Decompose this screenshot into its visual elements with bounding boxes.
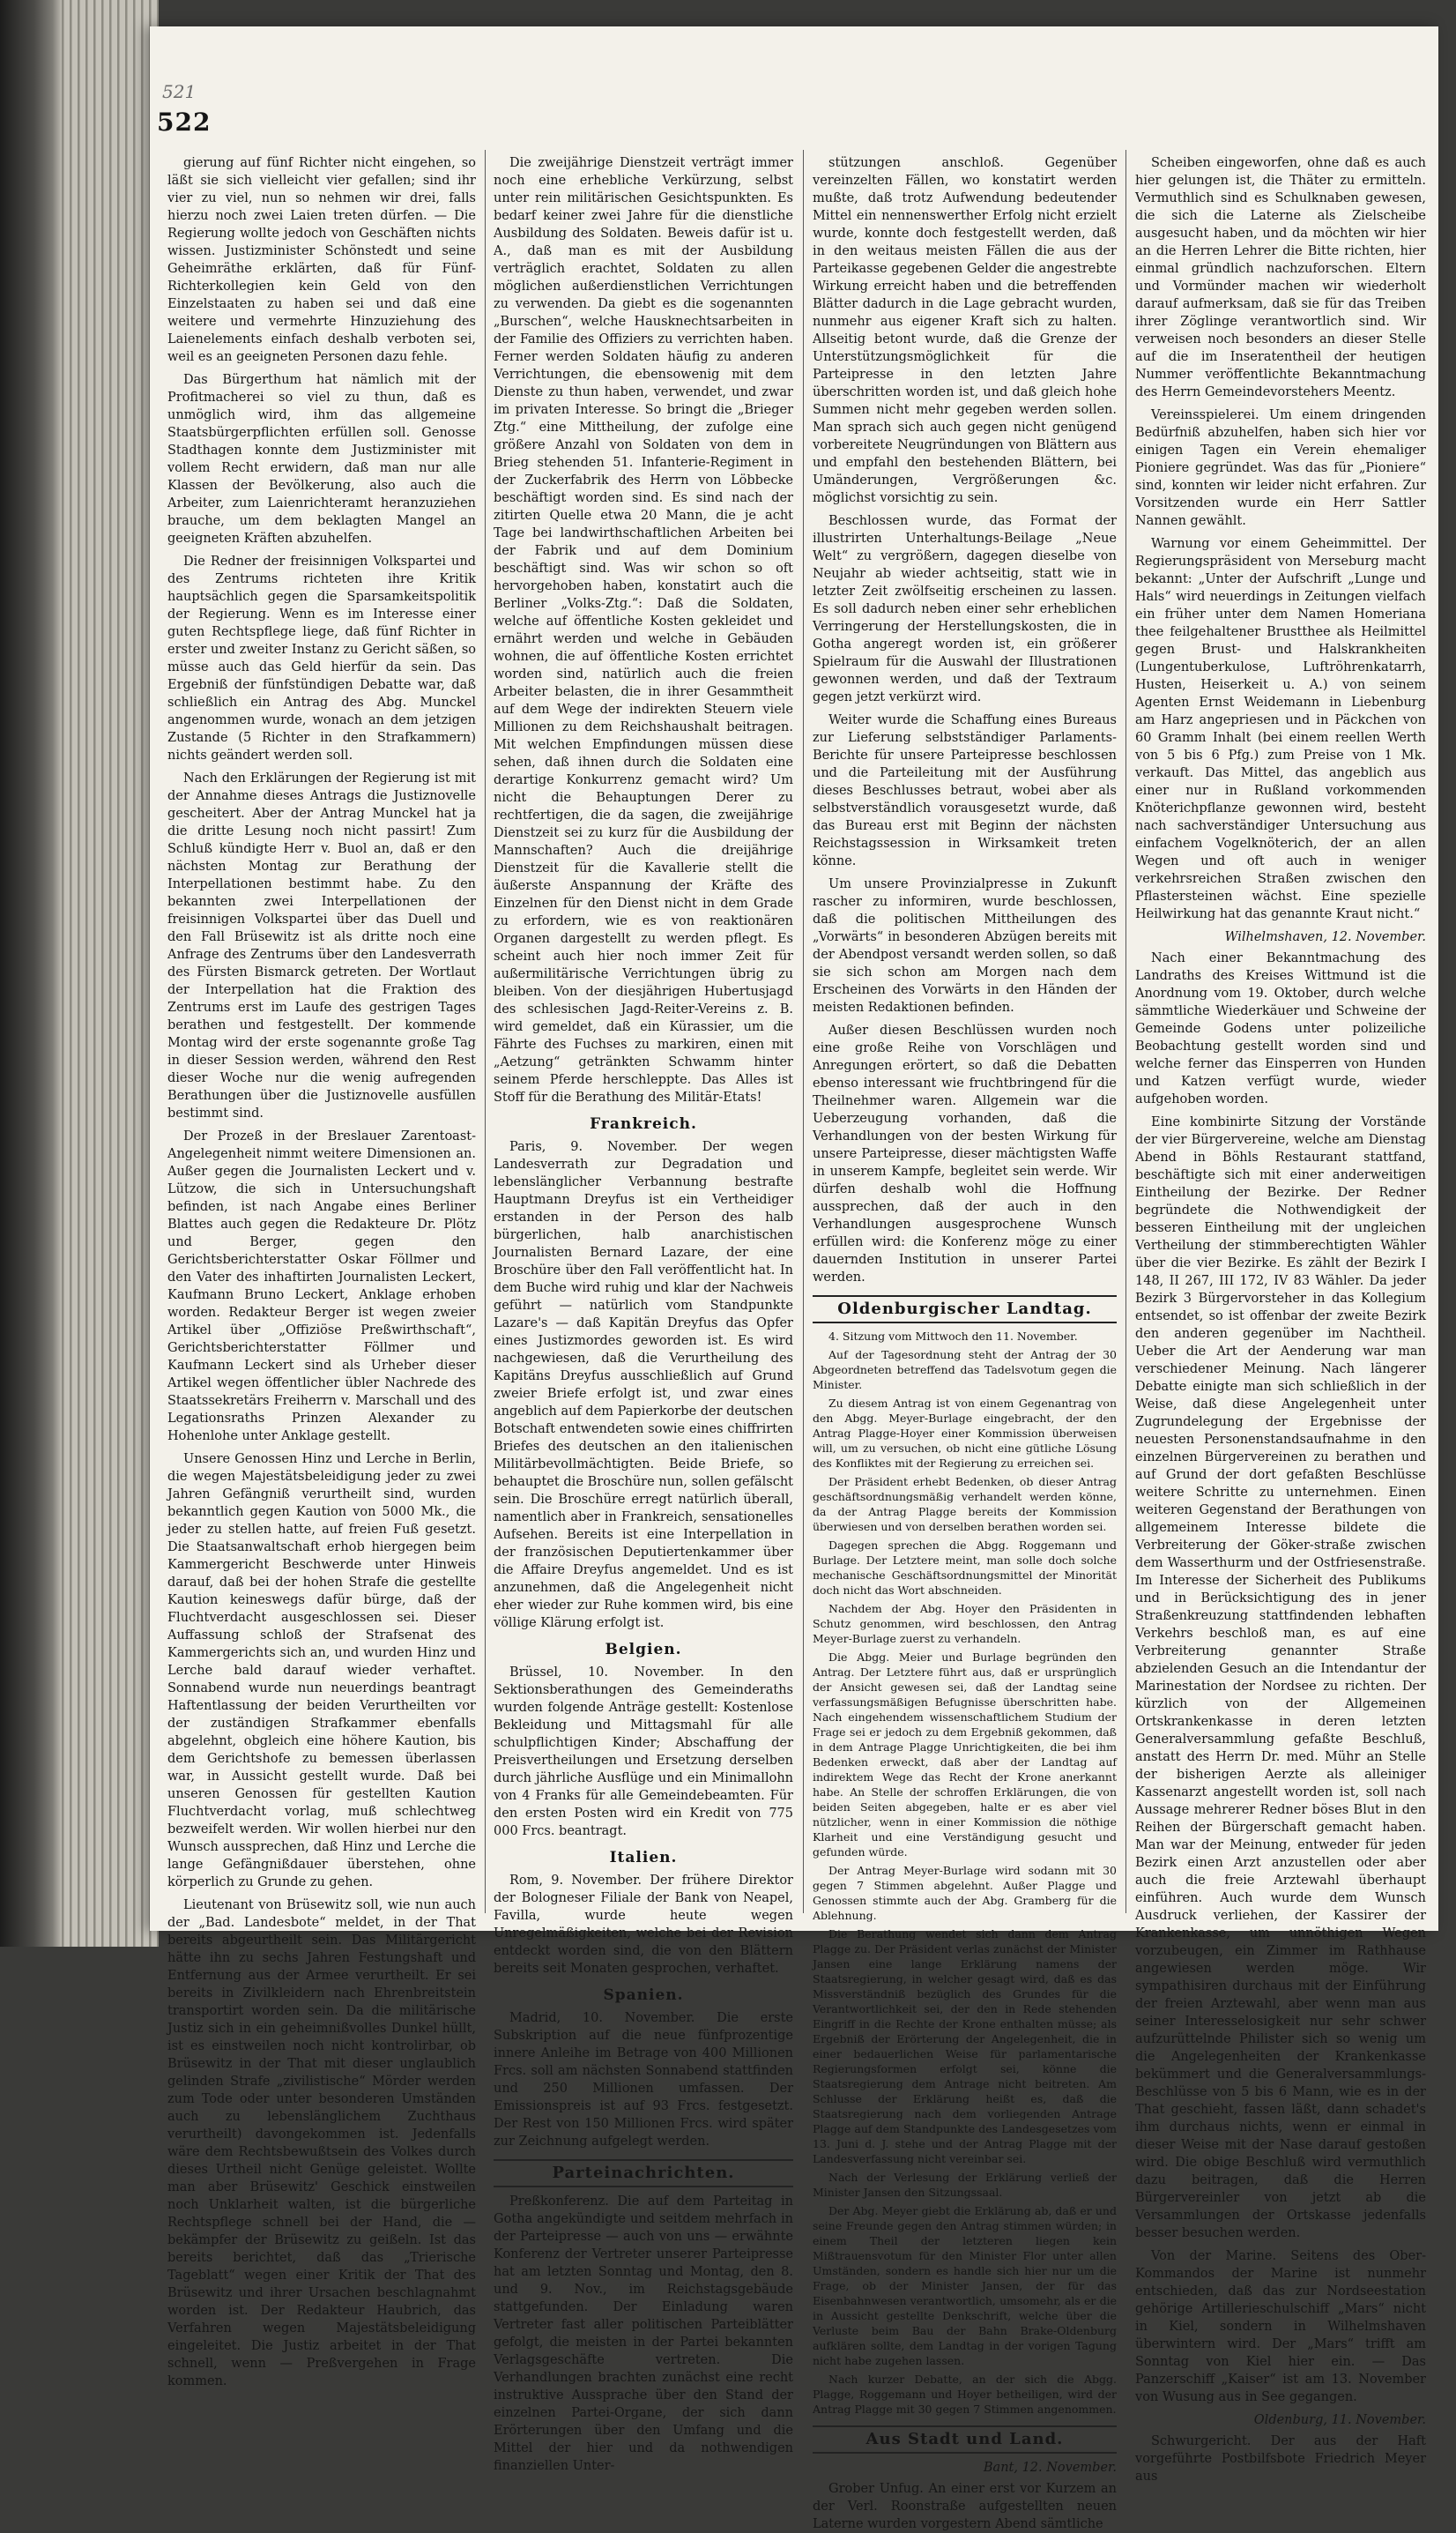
paragraph: Von der Marine. Seitens des Ober-Kommandos der Marine ist nunmehr entschieden, daß das zur Nordseestation gehörige Artillerieschulschiff „Mars“ nicht in Kiel, sondern in Wilhelmshaven überwintern wird. Der „Mars“ trifft am Sonntag von Kiel hier ein. — Das Panzerschiff „Kaiser“ ist am 13. November von Wusung aus in See gegangen. — [1135, 2249, 1426, 2404]
paragraph: Beschlossen wurde, das Format der illustrirten Unterhaltungs-Beilage „Neue Welt“ zu vergrößern, dagegen dieselbe von Neujahr ab wieder achtseitig, statt wie in letzter Zeit zwölfseitig erscheinen zu lassen. Es soll dadurch neben einer sehr erheblichen Verringerung der Herstellungskosten, die in Gotha angeregt worden ist, ein größerer Spielraum für die Auswahl der Illustrationen gewonnen werden, und daß der Textraum gegen jetzt verkürzt wird. — [813, 514, 1117, 704]
paragraph: Der Präsident erhebt Bedenken, ob dieser Antrag geschäftsordnungsmäßig verhandelt werden könne, da der Antrag Plagge bereits der Kommission überwiesen und von derselben berathen worden sei. — [813, 1475, 1117, 1533]
paragraph: Das Bürgerthum hat nämlich mit der Profitmacherei so viel zu thun, daß es unmöglich wird, ihm das allgemeine Staatsbürgerpflichten erfüllen soll. Genosse Stadthagen konnte dem Justizminister mit vollem Recht erwidern, daß man nur alle Klassen der Bevölkerung, also auch die Arbeiter, zum Laienrichteramt heranzuziehen brauche, um dem beklagten Mangel an geeigneten Kräften abzuhelfen. — [167, 373, 476, 546]
paragraph: Die Abgg. Meier und Burlage begründen den Antrag. Der Letztere führt aus, daß er ursprünglich der Ansicht gewesen sei, daß der Landtag seine verfassungsmäßigen Befugnisse überschritten habe. Nach eingehendem wissenschaftlichem Studium der Frage sei er jedoch zu dem Ergebniß gekommen, daß in dem Antrage Plagge Unrichtigkeiten, die bei ihm Bedenken erweckt, daß aber der Landtag auf indirektem Wege das Recht der Krone anerkannt habe. An Stelle der schroffen Erklärungen, die von beiden Seiten abgegeben, halte er es aber viel nützlicher, wenn in einer Kommission die nöthige Klarheit und eine Verständigung gesucht und gefunden würde. — [813, 1650, 1117, 1859]
book-binding — [0, 0, 62, 1947]
paragraph: Außer diesen Beschlüssen wurden noch eine große Reihe von Vorschlägen und Anregungen erörtert, so daß die Debatten ebenso interessant wie fruchtbringend für die Theilnehmer waren. Allgemein war die Ueberzeugung vorhanden, daß die Verhandlungen von der besten Wirkung für unsere Parteipresse, dieser mächtigsten Waffe in unserem Kampfe, begleitet sein werde. Wir dürfen deshalb wohl die Hoffnung aussprechen, daß der auch in den Verhandlungen ausgesprochene Wunsch erfüllen wird: die Konferenz möge zu einer dauernden Institution in unserer Partei werden. — [813, 1024, 1117, 1285]
landtag-report — [813, 1329, 1117, 2417]
paragraph: Warnung vor einem Geheimmittel. Der Regierungspräsident von Merseburg macht bekannt: „Unter der Aufschrift „Lunge und Hals“ wird neuerdings in Zeitungen vielfach ein früher unter dem Namen Homeriana thee feilgehaltener Brustthee als Heilmittel gegen Brust- und Halskrankheiten (Lungentuberkulose, Luftröhrenkatarrh, Husten, Heiserkeit u. A.) von seinem Agenten Ernst Weidemann in Liebenburg am Harz angepriesen und in Päckchen von 60 Gramm Inhalt (bei einem reellen Werth von 5 bis 6 Pfg.) zum Preise von 1 Mk. verkauft. Das Mittel, das angeblich aus einer nur in Rußland vorkommenden Knöterichpflanze gewonnen wird, besteht nach sachverständiger Untersuchung aus einfachem Vogelknöterich, der an allen Wegen und oft auch in weniger verkehrsreichen Straßen zwischen den Pflastersteinen wächst. Eine spezielle Heilwirkung hat das genannte Kraut nicht.“ — [1135, 537, 1426, 921]
paragraph: Der Abg. Meyer giebt die Erklärung ab, daß er und seine Freunde gegen den Antrag stimmen würden; in einem Theil der letzteren liegen kein Mißtrauensvotum für den Minister Flor unter allen Umständen, sondern es handle sich hier nur um die Frage, ob der Minister Jansen, der für das Eisenbahnwesen verantwortlich, umsomehr, als er die in Aussicht gestellte Denkschrift, welche über die Verluste beim Bau der Bahn Brake-Oldenburg aufklären sollte, dem Landtag in der vorigen Tagung nicht habe zugehen lassen. — [813, 2204, 1117, 2367]
dateline: Bant, 12. November. — [983, 2461, 1117, 2475]
paragraph: Die zweijährige Dienstzeit verträgt immer noch eine erhebliche Verkürzung, selbst unter rein militärischen Gesichtspunkten. Es bedarf keiner zwei Jahre für die dienstliche Ausbildung des Soldaten. Beweis dafür ist u. A., daß man es mit der Ausbildung verträglich erachtet, Soldaten zu allen möglichen außerdienstlichen Verrichtungen zu verwenden. Da giebt es die sogenannten „Burschen“, welche Hausknechtsarbeiten in der Familie des Offiziers zu verrichten haben. Ferner werden Soldaten häufig zu anderen Verrichtungen, die ebensowenig mit dem Dienste zu thun haben, verwendet, und zwar im privaten Interesse. So bringt die „Brieger Ztg.“ eine Mittheilung, der zufolge eine größere Anzahl von Soldaten von dem in Brieg stehenden 51. Infanterie-Regiment in der Zuckerfabrik des Herrn von Löbbecke beschäftigt worden sind. Es sind nach der zitirten Quelle etwa 20 Mann, die je acht Tage bei landwirthschaftlichen Arbeiten bei der Fabrik und auf dem Dominium beschäftigt sind. Was wir schon so oft hervorgehoben haben, konstatirt auch die Berliner „Volks-Ztg.“: Daß die Soldaten, welche auf öffentliche Kosten gekleidet und ernährt werden und welche in Gebäuden wohnen, die auf öffentliche Kosten errichtet worden sind, natürlich auch die freien Arbeiter belasten, die in ihrer Gesammtheit auf dem Wege der indirekten Steuern viele Millionen zu dem Reichshaushalt beitragen. Mit welchen Empfindungen müssen diese sehen, daß ihnen durch die Soldaten eine derartige Konkurrenz gemacht wird? Um nicht die Behauptungen Derer zu rechtfertigen, die da sagen, die zweijährige Dienstzeit sei zu kurz für die Ausbildung der Mannschaften? Auch die dreijährige Dienstzeit für die Kavallerie stellt die äußerste Anspannung der Kräfte des Einzelnen für den Dienst nicht in dem Grade zu erfordern, wie es von reaktionären Organen dargestellt zu werden pflegt. Es scheint auch hier noch immer Zeit für außermilitärische Verrichtungen übrig zu bleiben. Von der diesjährigen Hubertusjagd des schlesischen Jagd-Reiter-Vereins z. B. wird gemeldet, daß ein Kürassier, um die Fährte des Fuchses zu markiren, einen mit „Aetzung“ getränkten Schwamm hinter seinem Pferde herschleppte. Das Alles ist Stoff für die Berathung des Militär-Etats! — [494, 156, 793, 1105]
paragraph: Der Antrag Meyer-Burlage wird sodann mit 30 gegen 7 Stimmen abgelehnt. Außer Plagge und Genossen stimmte auch der Abg. Gramberg für die Ablehnung. — [813, 1864, 1117, 1922]
column-rule — [803, 150, 804, 1913]
section-heading-parteinachrichten: Parteinachrichten. — [494, 2159, 793, 2187]
column-3 — [813, 154, 1117, 2531]
paragraph: Nach der Verlesung der Erklärung verließ der Minister Jansen den Sitzungssaal. — [813, 2171, 1117, 2199]
paragraph: Die Redner der freisinnigen Volkspartei und des Zentrums richteten ihre Kritik hauptsächlich gegen die Sparsamkeitspolitik der Regierung. Wenn es im Interesse einer guten Rechtspflege liege, daß fünf Richter in erster und zweiter Instanz zu Gericht säßen, so müsse auch das Geld hierfür da sein. Das Ergebniß der fünfstündigen Debatte war, daß schließlich ein Antrag des Abg. Munckel angenommen wurde, wonach an dem jetzigen Zustande (5 Richter in den Strafkammern) nichts geändert werden soll. — [167, 555, 476, 763]
section-heading-italien: Italien. — [609, 1849, 678, 1866]
section-heading-frankreich: Frankreich. — [590, 1115, 697, 1133]
column-1 — [167, 154, 476, 2388]
paragraph: Nachdem der Abg. Hoyer den Präsidenten in Schutz genommen, wird beschlossen, den Antrag Meyer-Burlage zuerst zu verhandeln. — [813, 1602, 1117, 1645]
page-edges — [62, 0, 159, 1947]
dateline: Wilhelmshaven, 12. November. — [1224, 930, 1426, 944]
paragraph: 4. Sitzung vom Mittwoch den 11. November. — [828, 1330, 1078, 1343]
dateline: Oldenburg, 11. November. — [1253, 2413, 1426, 2427]
paragraph: Weiter wurde die Schaffung eines Bureaus zur Lieferung selbstständiger Parlaments-Berichte für unsere Parteipresse beschlossen und die Parteileitung mit der Ausführung dieses Beschlusses betraut, wobei aber als selbstverständlich vorausgesetzt wurde, daß das Bureau erst mit Beginn der nächsten Reichstagssession in Wirksamkeit treten könne. — [813, 713, 1117, 868]
paragraph: Nach einer Bekanntmachung des Landraths des Kreises Wittmund ist die Anordnung vom 19. Oktober, durch welche sämmtliche Wiederkäuer und Schweine der Gemeinde Godens unter polizeiliche Beobachtung gestellt worden sind und welche ferner das Einsperren von Hunden und Katzen verfügt wurde, wieder aufgehoben worden. — [1135, 951, 1426, 1106]
column-rule — [485, 150, 486, 1913]
paragraph: Preßkonferenz. Die auf dem Parteitag in Gotha angekündigte und seitdem mehrfach in der Parteipresse — auch von uns — erwähnte Konferenz der Vertreter unserer Parteipresse hat am letzten Sonntag und Montag, den 8. und 9. Nov., im Reichstagsgebäude stattgefunden. Der Einladung waren Vertreter fast aller politischen Parteiblätter gefolgt, die meisten in der Partei bekannten Verlagsgeschäfte vertreten. Die Verhandlungen brachten zunächst eine recht instruktive Aussprache über den Stand der einzelnen Partei-Organe, der sich dann Erörterungen über den Umfang und die Mittel der hier und da nothwendigen finanziellen Unter- — [494, 2194, 793, 2473]
section-heading-belgien: Belgien. — [605, 1641, 682, 1658]
paragraph: Brüssel, 10. November. In den Sektionsberathungen des Gemeinderaths wurden folgende Anträge gestellt: Kostenlose Bekleidung und Mittagsmahl für alle schulpflichtigen Kinder; Abschaffung der Preisvertheilungen und Ersetzung derselben durch jährliche Ausflüge und ein Minimallohn von 4 Franks für alle Gemeindebeamten. Für den ersten Posten wird ein Kredit von 775 000 Frcs. beantragt. — [494, 1665, 793, 1838]
pencil-mark: 521 — [162, 81, 197, 102]
paragraph: Eine kombinirte Sitzung der Vorstände der vier Bürgervereine, welche am Dienstag Abend in Böhls Restaurant stattfand, beschäftigte sich mit einer anderweitigen Eintheilung der Bezirke. Der Redner begründete die Nothwendigkeit der besseren Eintheilung mit der ungleichen Vertheilung der stimmberechtigten Wähler über die vier Bezirke. Es zählt der Bezirk I 148, II 267, III 172, IV 83 Wähler. Da jeder Bezirk 3 Bürgervorsteher in das Kollegium entsendet, so ist offenbar der zweite Bezirk den anderen gegenüber im Nachtheil. Ueber die Art der Aenderung war man verschiedener Meinung. Nach längerer Debatte einigte man sich schließlich in der Weise, daß diese Angelegenheit unter Zugrundelegung der Ergebnisse der neuesten Personenstandsaufnahme in den einzelnen Bürgervereinen zu berathen und auf Grund der dort gefaßten Beschlüsse weitere Schritte zu unternehmen. Einen weiteren Gegenstand der Berathungen von allgemeinem Interesse bildete die Verbreiterung der Göker-straße zwischen dem Wasserthurm und der Ostfriesenstraße. Im Interesse der Sicherheit des Publikums und in Berücksichtigung des in jener Straßenkreuzung stattfindenden lebhaften Verkehrs beschloß man, es auf eine Verbreiterung genannter Straße abzielenden Gesuch an die Intendantur der Marinestation der Nordsee zu richten. Der kürzlich von der Allgemeinen Ortskrankenkasse in deren letzten Generalversammlung gefaßte Beschluß, anstatt des Herrn Dr. med. Mühr an Stelle der bisherigen Aerzte als alleiniger Kassenarzt angestellt worden ist, soll nach Aussage mehrerer Redner böses Blut in den Reihen der Bürgerschaft gemacht haben. Man war der Meinung, entweder für jeden Bezirk einen Arzt anzustellen oder aber auch die freie Arztewahl überhaupt einführen. Auch wurde dem Wunsch Ausdruck verliehen, der Kassirer der Krankenkasse, um unnöthigen Wegen vorzubeugen, ein Zimmer im Rathhause angewiesen werden möge. Wir sympathisiren durchaus mit der Einführung der freien Arztewahl, aber wenn man aus seiner Interesselosigkeit nur sehr schwer aufzurüttelnde Philister sich so wenig um die Angelegenheiten der Krankenkasse bekümmert und die Generalversammlungs-Beschlüsse von 5 bis 6 Mann, wie es in der That geschieht, fassen läßt, dann schadet's ihm durchaus nichts, wenn er einmal in dieser Weise mit der Nase darauf gestoßen wird. Die obige Beschluß wird vermuthlich dazu beitragen, daß die Herren Bürgervereinler von jetzt ab die Versammlungen der Ortskasse jedenfalls besser besuchen werden. — [1135, 1115, 1426, 2240]
paragraph: Scheiben eingeworfen, ohne daß es auch hier gelungen ist, die Thäter zu ermitteln. Vermuthlich sind es Schulknaben gewesen, die sich die Laterne als Zielscheibe ausgesucht haben, und da möchten wir hier an die Herren Lehrer die Bitte richten, hier einmal gründlich nachzuforschen. Eltern und Vormünder machen wir wiederholt darauf aufmerksam, daß sie für das Treiben ihrer Zöglinge verantwortlich sind. Wir verweisen noch besonders an dieser Stelle auf die im Inseratentheil der heutigen Nummer veröffentlichte Bekanntmachung des Herrn Gemeindevorstehers Meentz. — [1135, 156, 1426, 399]
section-heading-stadt-und-land: Aus Stadt und Land. — [813, 2425, 1117, 2454]
section-heading-spanien: Spanien. — [603, 1986, 684, 2004]
paragraph: Der Prozeß in der Breslauer Zarentoast-Angelegenheit nimmt weitere Dimensionen an. Außer gegen die Journalisten Leckert und v. Lützow, die sich in Untersuchungshaft befinden, ist nach Angabe eines Berliner Blattes auch gegen die Redakteure Dr. Plötz und Berger, gegen den Gerichtsberichterstatter Oskar Föllmer und den Vater des inhaftirten Journalisten Leckert, Kaufmann Bruno Leckert, Anklage erhoben worden. Redakteur Berger ist wegen zweier Artikel über „Offiziöse Preßwirthschaft“, Gerichtsberichterstatter Föllmer und Kaufmann Leckert sind als Urheber dieser Artikel wegen öffentlicher übler Nachrede des Staatssekretärs Freiherrn v. Marschall und des Legationsraths Prinzen Alexander zu Hohenlohe unter Anklage gestellt. — [167, 1129, 476, 1443]
paragraph: Vereinsspielerei. Um einem dringenden Bedürfniß abzuhelfen, haben sich hier vor einigen Tagen ein Verein ehemaliger Pioniere gegründet. Was das für „Pioniere“ sind, konnten wir leider nicht erfahren. Zur Vorsitzenden wurde ein Herr Sattler Nannen gewählt. — [1135, 408, 1426, 528]
paragraph: Zu diesem Antrag ist von einem Gegenantrag von den Abgg. Meyer-Burlage eingebracht, der den Antrag Plagge-Hoyer einer Kommission überweisen will, um zu versuchen, ob nicht eine gütliche Lösung des Konfliktes mit der Regierung zu erreichen sei. — [813, 1397, 1117, 1470]
paragraph: Lieutenant von Brüsewitz soll, wie nun auch der „Bad. Landesbote“ meldet, in der That bereits abgeurtheilt sein. Das Militärgericht hätte ihn zu sechs Jahren Festungshaft und Entfernung aus der Armee verurtheilt. Er sei bereits in Zivilkleidern nach Ehrenbreitstein transportirt worden sein. Da die militärische Justiz sich in ein geheimnißvolles Dunkel hüllt, ist es einstweilen noch nicht kontrolirbar, ob Brüsewitz in der That mit dieser unglaublich gelinden Strafe „zivilistische“ Mörder werden zum Tode oder unter besonderen Umständen auch zu lebenslänglichem Zuchthaus verurtheilt) davongekommen ist. Jedenfalls wäre dem Rechtsbewußtsein des Volkes durch dieses Urtheil nicht Genüge geleistet. Wollte man aber Brüsewitz' Geschick einstweilen noch Unklarheit walten, ist die bürgerliche Rechtspflege schnell bei der Hand, die — bekämpfer der Brüsewitz zu geißeln. Ist das bereits berichtet, daß das „Trierische Tageblatt“ wegen einer Kritik der That des Brüsewitz und ihrer Ursachen beschlagnahmt worden ist. Der Redakteur Haubrich, das Verfahren wegen Majestätsbeleidigung eingeleitet. Die Justiz arbeitet in der That schnell, wenn — Preßvergehen in Frage kommen. — [167, 1898, 476, 2388]
paragraph: Auf der Tagesordnung steht der Antrag der 30 Abgeordneten betreffend das Tadelsvotum gegen die Minister. — [813, 1348, 1117, 1391]
paragraph: Schwurgericht. Der aus der Haft vorgeführte Postbilfsbote Friedrich Meyer aus — [1135, 2434, 1426, 2484]
paragraph: Dagegen sprechen die Abgg. Roggemann und Burlage. Der Letztere meint, man solle doch solche mechanische Geschäftsordnungsmittel der Minorität doch nicht das Wort abschneiden. — [813, 1538, 1117, 1597]
paragraph: Um unsere Provinzialpresse in Zukunft rascher zu informiren, wurde beschlossen, daß die politischen Mittheilungen des „Vorwärts“ in besonderen Abzügen bereits mit der Abendpost versandt werden sollen, so daß sie sich schon am Morgen nach dem Erscheinen des Vorwärts in den Händen der meisten Redaktionen befinden. — [813, 877, 1117, 1015]
column-2 — [494, 154, 794, 2473]
column-rule — [1125, 150, 1126, 1913]
paragraph: Grober Unfug. An einer erst vor Kurzem an der Verl. Roonstraße aufgestellten neuen Laterne wurden vorgestern Abend sämtliche — [813, 2482, 1117, 2531]
paragraph: Die Berathung wendet sich dann dem Antrag Plagge zu. Der Präsident verlas zunächst der Minister Jansen eine lange Erklärung namens der Staatsregierung, in welcher gesagt wird, daß es das Missverständniß bezüglich des Grundes für die Verantwortlichkeit sei, der den in Rede stehenden Eingriff in die Rechte der Krone enthalten müsse; als Ergebniß der Erörterung der Angelegenheit, die in einer bedauerlichen Weise für parlamentarische Regierungsformen erfolgt sei, könne die Staatsregierung dem Antrage nicht beitreten. Am Schlusse der Erklärung heißt es, daß die Staatsregierung nach dem vorliegenden Antrage Plagge auf dem Standpunkte des Landesgesetzes vom 13. Juni d. J. stehe und der Antrag Plagge mit der Landesverfassung nicht vereinbar sei. — [813, 1927, 1117, 2165]
paragraph: gierung auf fünf Richter nicht eingehen, so läßt sie sich vielleicht vier gefallen; sind ihr vier zu viel, nun so nehmen wir drei, falls hierzu noch zwei Laien treten dürfen. — Die Regierung wollte jedoch von Geschäften nichts wissen. Justizminister Schönstedt und seine Geheimräthe erklärten, daß für Fünf-Richterkollegien kein Geld von den Einzelstaaten zu haben sei und daß eine weitere und vermehrte Hinzuziehung des Laienelements einfach deshalb verboten sei, weil es an geeigneten Personen dazu fehle. — [167, 156, 476, 364]
newspaper-page — [150, 26, 1438, 2531]
paragraph: Nach den Erklärungen der Regierung ist mit der Annahme dieses Antrags die Justiznovelle gescheitert. Aber der Antrag Munckel hat ja die dritte Lesung noch nicht passirt! Zum Schluß kündigte Herr v. Buol an, daß er den nächsten Montag zur Berathung der Interpellationen bestimmt habe. Zu den bekannten zwei Interpellationen der freisinnigen Volkspartei über das Duell und den Fall Brüsewitz ist als dritte noch eine Anfrage des Zentrums über den Landesverrath des Fürsten Bismarck getreten. Der Wortlaut der Interpellation hat die Fraktion des Zentrums erst im Laufe des gestrigen Tages berathen und festgestellt. Der kommende Montag wird der erste sogenannte große Tag in dieser Session werden, während den Rest dieser Woche nur die wenig aufregenden Berathungen über die Justiznovelle ausfüllen bestimmt sind. — [167, 771, 476, 1121]
paragraph: stützungen anschloß. Gegenüber vereinzelten Fällen, wo konstatirt werden mußte, daß trotz Aufwendung bedeutender Mittel ein nennenswerther Erfolg nicht erzielt wurde, konnte doch festgestellt werden, daß in den weitaus meisten Fällen die aus der Parteikasse gegebenen Gelder die angestrebte Wirkung erreicht haben und die betreffenden Blätter dadurch in die Lage gebracht wurden, nunmehr aus eigener Kraft sich zu halten. Allseitig betont wurde, daß die Grenze der Unterstützungsmöglichkeit für die Parteipresse in den letzten Jahre überschritten worden ist, und daß gleich hohe Summen nicht mehr gegeben werden sollen. Man sprach sich auch gegen nicht genügend vorbereitete Neugründungen von Blättern aus und empfahl den bestehenden Blättern, bei Umänderungen, Vergrößerungen &c. möglichst vorsichtig zu sein. — [813, 156, 1117, 505]
column-4 — [1135, 154, 1426, 2484]
paragraph: Nach kurzer Debatte, an der sich die Abgg. Plagge, Roggemann und Hoyer betheiligen, wird der Antrag Plagge mit 30 gegen 7 Stimmen angenommen. — [813, 2373, 1117, 2416]
page-number: 522 — [157, 108, 212, 137]
paragraph: Rom, 9. November. Der frühere Direktor der Bologneser Filiale der Bank von Neapel, Favilla, wurde heute wegen Unregelmäßigkeiten, welche bei der Revision entdeckt worden sind, die von den Blättern bereits seit Monaten gesprochen, verhaftet. — [494, 1874, 793, 1976]
paragraph: Paris, 9. November. Der wegen Landesverrath zur Degradation und lebenslänglicher Verbannung bestrafte Hauptmann Dreyfus ist ein Vertheidiger erstanden in der Person des halb bürgerlichen, halb anarchistischen Journalisten Bernard Lazare, der eine Broschüre über den Fall veröffentlicht hat. In dem Buche wird ruhig und klar der Nachweis geführt — natürlich vom Standpunkte Lazare's — daß Kapitän Dreyfus das Opfer eines Justizmordes geworden ist. Es wird nachgewiesen, daß die Verurtheilung des Kapitäns Dreyfus ausschließlich auf Grund zweier Briefe erfolgt ist, und zwar eines angeblich auf dem Papierkorbe der deutschen Botschaft entwendeten sowie eines chiffrirten Briefes des deutschen an den italienischen Militärbevollmächtigten. Beide Briefe, so behauptet die Broschüre nun, sollen gefälscht sein. Die Broschüre erregt natürlich überall, namentlich aber in Frankreich, sensationelles Aufsehen. Bereits ist eine Interpellation in der französischen Deputiertenkammer über die Affaire Dreyfus angemeldet. Und es ist anzunehmen, daß die Angelegenheit nicht eher wieder zur Ruhe kommen wird, bis eine völlige Klärung erfolgt ist. — [494, 1140, 794, 1630]
paragraph: Unsere Genossen Hinz und Lerche in Berlin, die wegen Majestätsbeleidigung jeder zu zwei Jahren Gefängniß verurtheilt sind, wurden bekanntlich gegen Kaution von 5000 Mk., die jeder zu stellen hatte, auf freien Fuß gesetzt. Die Staatsanwaltschaft erhob hiergegen beim Kammergericht Beschwerde unter Hinweis darauf, daß bei der hohen Strafe die gestellte Kaution keineswegs dafür bürge, daß der Fluchtverdacht ausgeschlossen sei. Dieser Auffassung schloß der Strafsenat des Kammergerichts sich an, und wurden Hinz und Lerche bald darauf wieder verhaftet. Sonnabend wurde nun neuerdings beantragt Haftentlassung der beiden Verurtheilten vor der zuständigen Strafkammer ebenfalls abgelehnt, obgleich eine höhere Kaution, bis dem Gerichtshofe zu bemessen überlassen war, in Aussicht gestellt wurde. Daß bei unseren Genossen für gestellten Kaution Fluchtverdacht vorlag, muß schlechtweg bezweifelt werden. Wir wollen hierbei nur den Wunsch aussprechen, daß Hinz und Lerche die lange Gefängnißdauer überstehen, ohne körperlich zu Grunde zu gehen. — [167, 1452, 476, 1889]
paragraph: Madrid, 10. November. Die erste Subskription auf die neue fünfprozentige innere Anleihe im Betrage von 400 Millionen Frcs. soll am nächsten Sonnabend stattfinden und 250 Millionen umfassen. Der Emissionspreis ist auf 93 Frcs. festgesetzt. Der Rest von 150 Millionen Frcs. wird später zur Zeichnung aufgelegt werden. — [494, 2011, 793, 2149]
section-heading-landtag: Oldenburgischer Landtag. — [813, 1295, 1117, 1323]
